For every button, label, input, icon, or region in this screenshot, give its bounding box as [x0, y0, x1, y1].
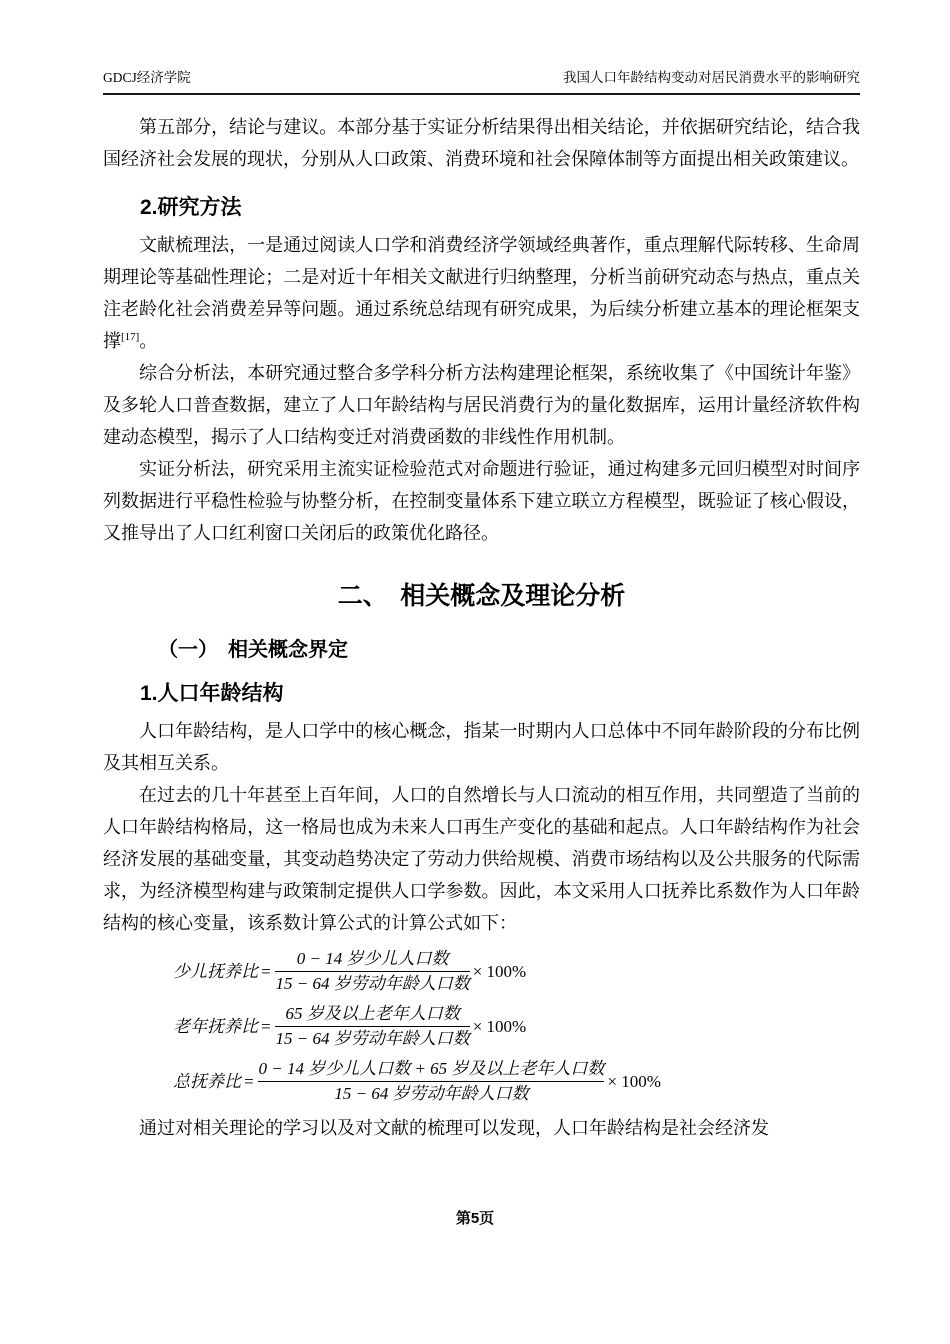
formula-elderly-dependency-ratio	[173, 1002, 860, 1051]
heading-population-age-structure: 1.人口年龄结构	[140, 682, 284, 705]
paragraph-comprehensive-method: 综合分析法，本研究通过整合多学科分析方法构建理论框架，系统收集了《中国统计年鉴》及多轮人口普查数据，建立了人口年龄结构与居民消费行为的量化数据库，运用计量经济软件构建动态模型，揭示了人口结构变迁对消费函数的非线性作用机制。	[103, 363, 860, 447]
literature-method-text: 文献梳理法，一是通过阅读人口学和消费经济学领域经典著作，重点理解代际转移、生命周期理论等基础性理论；二是对近十年相关文献进行归纳整理，分析当前研究动态与热点，重点关注老龄化社会消费差异等问题。通过系统总结现有研究成果，为后续分析建立基本的理论框架支撑	[103, 235, 860, 351]
paragraph-theory-transition: 通过对相关理论的学习以及对文献的梳理可以发现，人口年龄结构是社会经济发	[139, 1118, 769, 1138]
header-institution: GDCJ经济学院	[103, 70, 191, 85]
paragraph-literature-method	[103, 229, 860, 357]
literature-method-period: 。	[139, 331, 158, 351]
formula-child-dependency-ratio	[173, 947, 860, 996]
equals-sign: =	[260, 961, 272, 981]
paragraph-empirical-method: 实证分析法，研究采用主流实证检验范式对命题进行验证，通过构建多元回归模型对时间序列数据进行平稳性检验与协整分析，在控制变量体系下建立联立方程模型，既验证了核心假设，又推导出了人口红利窗口关闭后的政策优化路径。	[103, 459, 860, 543]
paragraph-conclusion-overview: 第五部分，结论与建议。本部分基于实证分析结果得出相关结论，并依据研究结论，结合我国经济社会发展的现状，分别从人口政策、消费环境和社会保障体制等方面提出相关政策建议。	[103, 117, 860, 169]
page-footer	[0, 1207, 950, 1228]
formula-label: 老年抚养比	[173, 1016, 258, 1036]
citation-reference-17: [17]	[121, 331, 140, 343]
equals-sign: =	[260, 1016, 272, 1036]
formula-block	[173, 947, 860, 1106]
document-body	[103, 111, 860, 1144]
page-number: 第5页	[455, 1210, 495, 1227]
equals-sign: =	[243, 1071, 255, 1091]
fraction	[275, 947, 469, 996]
formula-label: 少儿抚养比	[173, 961, 258, 981]
fraction	[275, 1002, 469, 1051]
header-running-title: 我国人口年龄结构变动对居民消费水平的影响研究	[563, 70, 860, 85]
formula-multiplier: × 100%	[472, 1016, 527, 1036]
formula-total-dependency-ratio	[173, 1057, 860, 1106]
formula-multiplier: × 100%	[472, 961, 527, 981]
heading-research-methods: 2.研究方法	[140, 196, 242, 219]
heading-concept-definition: （一） 相关概念界定	[158, 639, 348, 661]
page-header	[103, 66, 860, 95]
fraction-numerator: 0 − 14 岁少儿人口数 + 65 岁及以上老年人口数	[258, 1059, 605, 1078]
heading-section-two: 二、 相关概念及理论分析	[337, 582, 626, 610]
fraction-denominator: 15 − 64 岁劳动年龄人口数	[258, 1081, 604, 1106]
formula-multiplier: × 100%	[607, 1071, 661, 1091]
fraction-denominator: 15 − 64 岁劳动年龄人口数	[275, 971, 469, 996]
fraction-numerator: 65 岁及以上老年人口数	[285, 1004, 460, 1023]
formula-label: 总抚养比	[173, 1071, 241, 1091]
paragraph-definition: 人口年龄结构，是人口学中的核心概念，指某一时期内人口总体中不同年龄阶段的分布比例及其相互关系。	[103, 721, 860, 773]
fraction-denominator: 15 − 64 岁劳动年龄人口数	[275, 1026, 469, 1051]
fraction	[258, 1057, 604, 1106]
paragraph-background: 在过去的几十年甚至上百年间，人口的自然增长与人口流动的相互作用，共同塑造了当前的人口年龄结构格局，这一格局也成为未来人口再生产变化的基础和起点。人口年龄结构作为社会经济发展的基础变量，其变动趋势决定了劳动力供给规模、消费市场结构以及公共服务的代际需求，为经济模型构建与政策制定提供人口学参数。因此，本文采用人口抚养比系数作为人口年龄结构的核心变量，该系数计算公式的计算公式如下：	[103, 785, 860, 933]
fraction-numerator: 0 − 14 岁少儿人口数	[296, 949, 449, 968]
